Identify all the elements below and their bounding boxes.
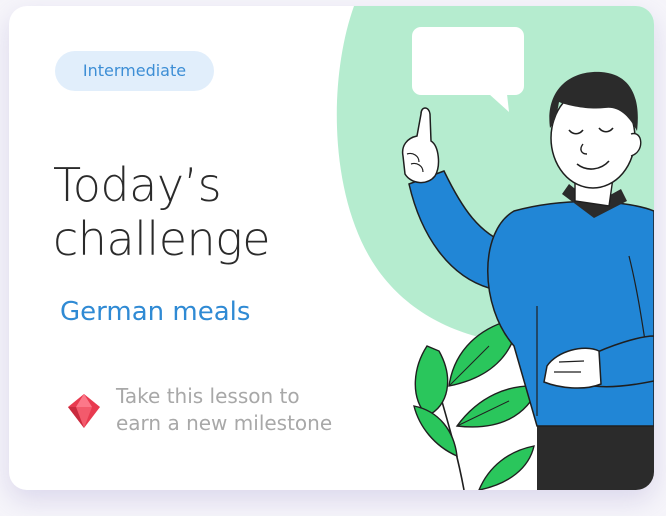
- lesson-topic[interactable]: German meals: [60, 297, 251, 327]
- title-line-1: Today’s: [53, 158, 222, 212]
- card-title: [53, 158, 353, 266]
- title-line-2: challenge: [53, 212, 271, 266]
- level-badge: Intermediate: [55, 51, 214, 91]
- milestone-description: [116, 383, 396, 437]
- milestone-line-1: Take this lesson to: [116, 384, 300, 408]
- challenge-card[interactable]: [9, 6, 654, 490]
- gem-icon: [65, 392, 103, 430]
- milestone-line-2: earn a new milestone: [116, 411, 333, 435]
